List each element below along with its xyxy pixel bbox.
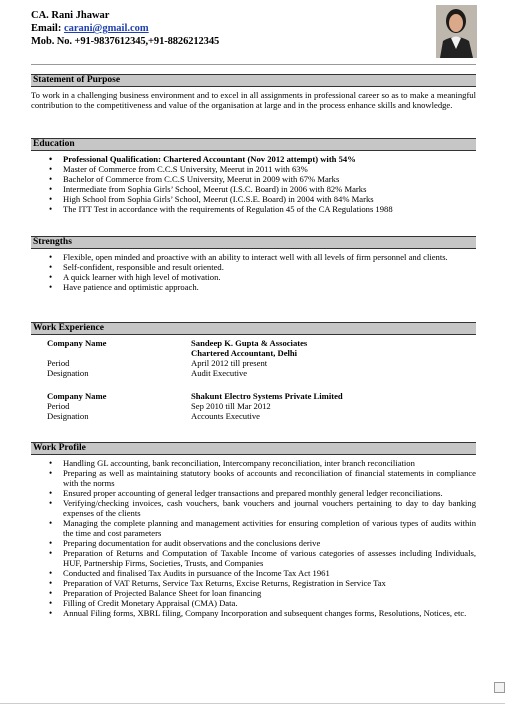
work-profile-item: • Preparing documentation for audit observations and the conclusions derive: [63, 538, 476, 548]
email-label: Email:: [31, 23, 62, 34]
strength-item: • Flexible, open minded and proactive with an ability to interact well with all levels of firm personnel and clients.: [63, 252, 476, 262]
designation-label: Designation: [47, 368, 89, 378]
designation-label: Designation: [47, 411, 89, 421]
resume-page: [31, 0, 476, 618]
work-profile-list: [31, 458, 476, 618]
education-item: • Bachelor of Commerce from C.C.S University, Meerut in 2009 with 67% Marks: [63, 174, 476, 184]
job-designation: Audit Executive: [191, 368, 248, 378]
header-divider: [31, 64, 476, 65]
email-line: [31, 22, 149, 35]
work-profile-item: • Preparation of VAT Returns, Service Tax Returns, Excise Returns, Registration in Service Tax: [63, 578, 476, 588]
education-item: • Master of Commerce from C.C.S University, Meerut in 2011 with 63%: [63, 164, 476, 174]
page-bottom-edge: [0, 703, 505, 704]
work-profile-item: • Managing the complete planning and management activities for ensuring completion of various types of audits within the time and cost parameters: [63, 518, 476, 538]
job-period: Sep 2010 till Mar 2012: [191, 401, 271, 411]
strength-item: • A quick learner with high level of motivation.: [63, 272, 476, 282]
strengths-section: [31, 236, 476, 292]
education-item: • The ITT Test in accordance with the requirements of Regulation 45 of the CA Regulations 1988: [63, 204, 476, 214]
work-profile-item: • Conducted and finalised Tax Audits in pursuance of the Income Tax Act 1961: [63, 568, 476, 578]
work-profile-item: • Verifying/checking invoices, cash vouchers, bank vouchers and journal vouchers pertaining to day to day banking expenses of the clients: [63, 498, 476, 518]
education-list: [31, 154, 476, 214]
work-profile-item: • Preparation of Projected Balance Sheet for loan financing: [63, 588, 476, 598]
job-designation: Accounts Executive: [191, 411, 260, 421]
resume-header: [31, 0, 476, 62]
mobile-number: Mob. No. +91-9837612345,+91-8826212345: [31, 36, 220, 47]
candidate-name: CA. Rani Jhawar: [31, 10, 110, 21]
strength-item: • Have patience and optimistic approach.: [63, 282, 476, 292]
work-profile-item: • Filling of Credit Monetary Appraisal (CMA) Data.: [63, 598, 476, 608]
education-heading: Education: [31, 138, 476, 151]
job-company: Shakunt Electro Systems Private Limited: [191, 391, 343, 401]
company-label: Company Name: [47, 338, 107, 348]
job-company-subtitle: Chartered Accountant, Delhi: [191, 348, 298, 358]
strengths-list: [31, 252, 476, 292]
work-profile-item: • Annual Filing forms, XBRL filing, Company Incorporation and subsequent changes forms, Resolutions, Notices, etc.: [63, 608, 476, 618]
company-label: Company Name: [47, 391, 107, 401]
education-item: • Professional Qualification: Chartered Accountant (Nov 2012 attempt) with 54%: [63, 154, 476, 164]
purpose-text: To work in a challenging business environment and to excel in all assignments in professional career so as to make a meaningful contribution to the competitiveness and value of the organisation at large and in the process enhance skills and knowledge.: [31, 90, 476, 110]
work-profile-item: • Ensured proper accounting of general ledger transactions and prepared monthly general ledger reconciliations.: [63, 488, 476, 498]
job-entry-1: [31, 338, 476, 382]
education-item: • High School from Sophia Girls’ School, Meerut (I.C.S.E. Board) in 2004 with 84% Marks: [63, 194, 476, 204]
purpose-section: [31, 74, 476, 110]
education-item: • Intermediate from Sophia Girls’ School, Meerut (I.S.C. Board) in 2006 with 82% Marks: [63, 184, 476, 194]
strength-item: • Self-confident, responsible and result oriented.: [63, 262, 476, 272]
period-label: Period: [47, 401, 70, 411]
work-profile-heading: Work Profile: [31, 442, 476, 455]
work-experience-section: [31, 322, 476, 425]
period-label: Period: [47, 358, 70, 368]
page-corner-icon: [494, 682, 505, 693]
education-section: [31, 138, 476, 214]
work-profile-item: • Handling GL accounting, bank reconciliation, Intercompany reconciliation, inter branch reconciliation: [63, 458, 476, 468]
email-link[interactable]: carani@gmail.com: [63, 23, 149, 34]
purpose-heading: Statement of Purpose: [31, 74, 476, 87]
job-period: April 2012 till present: [191, 358, 268, 368]
profile-photo-image: [436, 5, 477, 58]
job-entry-2: [31, 391, 476, 425]
work-profile-item: • Preparing as well as maintaining statutory books of accounts and reconciliation of financial statements in compliance with the norms: [63, 468, 476, 488]
work-experience-heading: Work Experience: [31, 322, 476, 335]
work-profile-section: [31, 442, 476, 618]
work-profile-item: • Preparation of Returns and Computation of Taxable Income of various categories of assesses including Individuals, HUF, Partnership Firms, Societies, Trusts, and Companies: [63, 548, 476, 568]
profile-photo: [436, 5, 477, 58]
job-company: Sandeep K. Gupta & Associates: [191, 338, 308, 348]
strengths-heading: Strengths: [31, 236, 476, 249]
